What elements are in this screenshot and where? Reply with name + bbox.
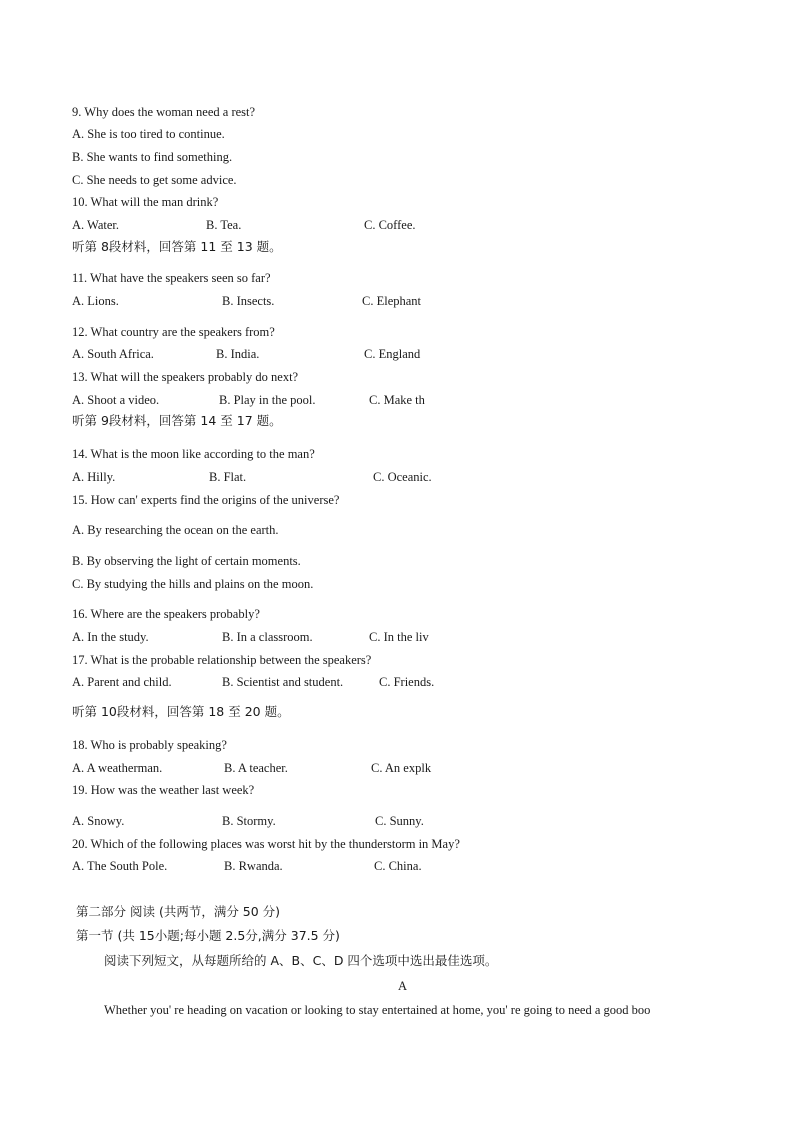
question-18-option-c: C. An explk: [371, 761, 432, 775]
question-17-stem: 17. What is the probable relationship between the speakers?: [72, 653, 372, 667]
question-19-option-b: B. Stormy.: [222, 814, 276, 828]
question-10-option-b: B. Tea.: [206, 218, 242, 232]
question-16-option-a: A. In the study.: [72, 630, 149, 644]
question-9-option-c: C. She needs to get some advice.: [72, 173, 237, 187]
question-20-option-c: C. China.: [374, 859, 422, 873]
question-13-option-b: B. Play in the pool.: [219, 393, 316, 407]
question-14-stem: 14. What is the moon like according to the man?: [72, 447, 315, 461]
question-14-option-a: A. Hilly.: [72, 470, 116, 484]
question-19-option-c: C. Sunny.: [375, 814, 424, 828]
question-10-stem: 10. What will the man drink?: [72, 195, 219, 209]
question-14-option-b: B. Flat.: [209, 470, 247, 484]
question-12-option-c: C. England: [364, 347, 421, 361]
question-16-option-b: B. In a classroom.: [222, 630, 313, 644]
question-16-option-c: C. In the liv: [369, 630, 429, 644]
reading-instruction: 阅读下列短文，从每题所给的 A、B、C、D 四个选项中选出最佳选项。: [104, 953, 498, 968]
question-11-option-b: B. Insects.: [222, 294, 275, 308]
question-17-option-a: A. Parent and child.: [72, 675, 172, 689]
passage-label: A: [397, 979, 408, 993]
question-20-stem: 20. Which of the following places was worst hit by the thunderstorm in May?: [72, 837, 460, 851]
question-14-option-c: C. Oceanic.: [373, 470, 432, 484]
question-18-option-b: B. A teacher.: [224, 761, 288, 775]
question-11-option-a: A. Lions.: [72, 294, 119, 308]
question-15-option-c: C. By studying the hills and plains on the moon.: [72, 577, 314, 591]
section-9-heading: 听第 9段材料，回答第 14 至 17 题。: [72, 413, 282, 428]
section-10-heading: 听第 10段材料，回答第 18 至 20 题。: [72, 704, 290, 719]
question-15-option-a: A. By researching the ocean on the earth.: [72, 523, 279, 537]
section-8-heading: 听第 8段材料，回答第 11 至 13 题。: [72, 239, 282, 254]
question-11-stem: 11. What have the speakers seen so far?: [72, 271, 271, 285]
question-17-option-c: C. Friends.: [379, 675, 435, 689]
question-15-option-b: B. By observing the light of certain moments.: [72, 554, 301, 568]
question-13-stem: 13. What will the speakers probably do next?: [72, 370, 299, 384]
question-19-option-a: A. Snowy.: [72, 814, 125, 828]
question-13-option-c: C. Make th: [369, 393, 425, 407]
question-18-stem: 18. Who is probably speaking?: [72, 738, 227, 752]
question-17-option-b: B. Scientist and student.: [222, 675, 344, 689]
part-2-heading: 第二部分 阅读 (共两节，满分 50 分): [76, 904, 281, 919]
question-9-option-a: A. She is too tired to continue.: [72, 127, 225, 141]
question-12-stem: 12. What country are the speakers from?: [72, 325, 275, 339]
question-12-option-a: A. South Africa.: [72, 347, 154, 361]
question-19-stem: 19. How was the weather last week?: [72, 783, 255, 797]
question-10-option-a: A. Water.: [72, 218, 120, 232]
question-20-option-b: B. Rwanda.: [224, 859, 283, 873]
question-13-option-a: A. Shoot a video.: [72, 393, 160, 407]
part-2-section-1-heading: 第一节 (共 15小题;每小题 2.5分,满分 37.5 分): [76, 928, 340, 943]
question-18-option-a: A. A weatherman.: [72, 761, 163, 775]
question-9-option-b: B. She wants to find something.: [72, 150, 233, 164]
question-12-option-b: B. India.: [216, 347, 260, 361]
question-10-option-c: C. Coffee.: [364, 218, 416, 232]
passage-first-line: Whether you' re heading on vacation or looking to stay entertained at home, you' re going to need a good boo: [104, 1003, 651, 1017]
question-9-stem: 9. Why does the woman need a rest?: [72, 105, 256, 119]
question-15-stem: 15. How can' experts find the origins of the universe?: [72, 493, 340, 507]
question-11-option-c: C. Elephant: [362, 294, 422, 308]
question-16-stem: 16. Where are the speakers probably?: [72, 607, 260, 621]
question-20-option-a: A. The South Pole.: [72, 859, 168, 873]
